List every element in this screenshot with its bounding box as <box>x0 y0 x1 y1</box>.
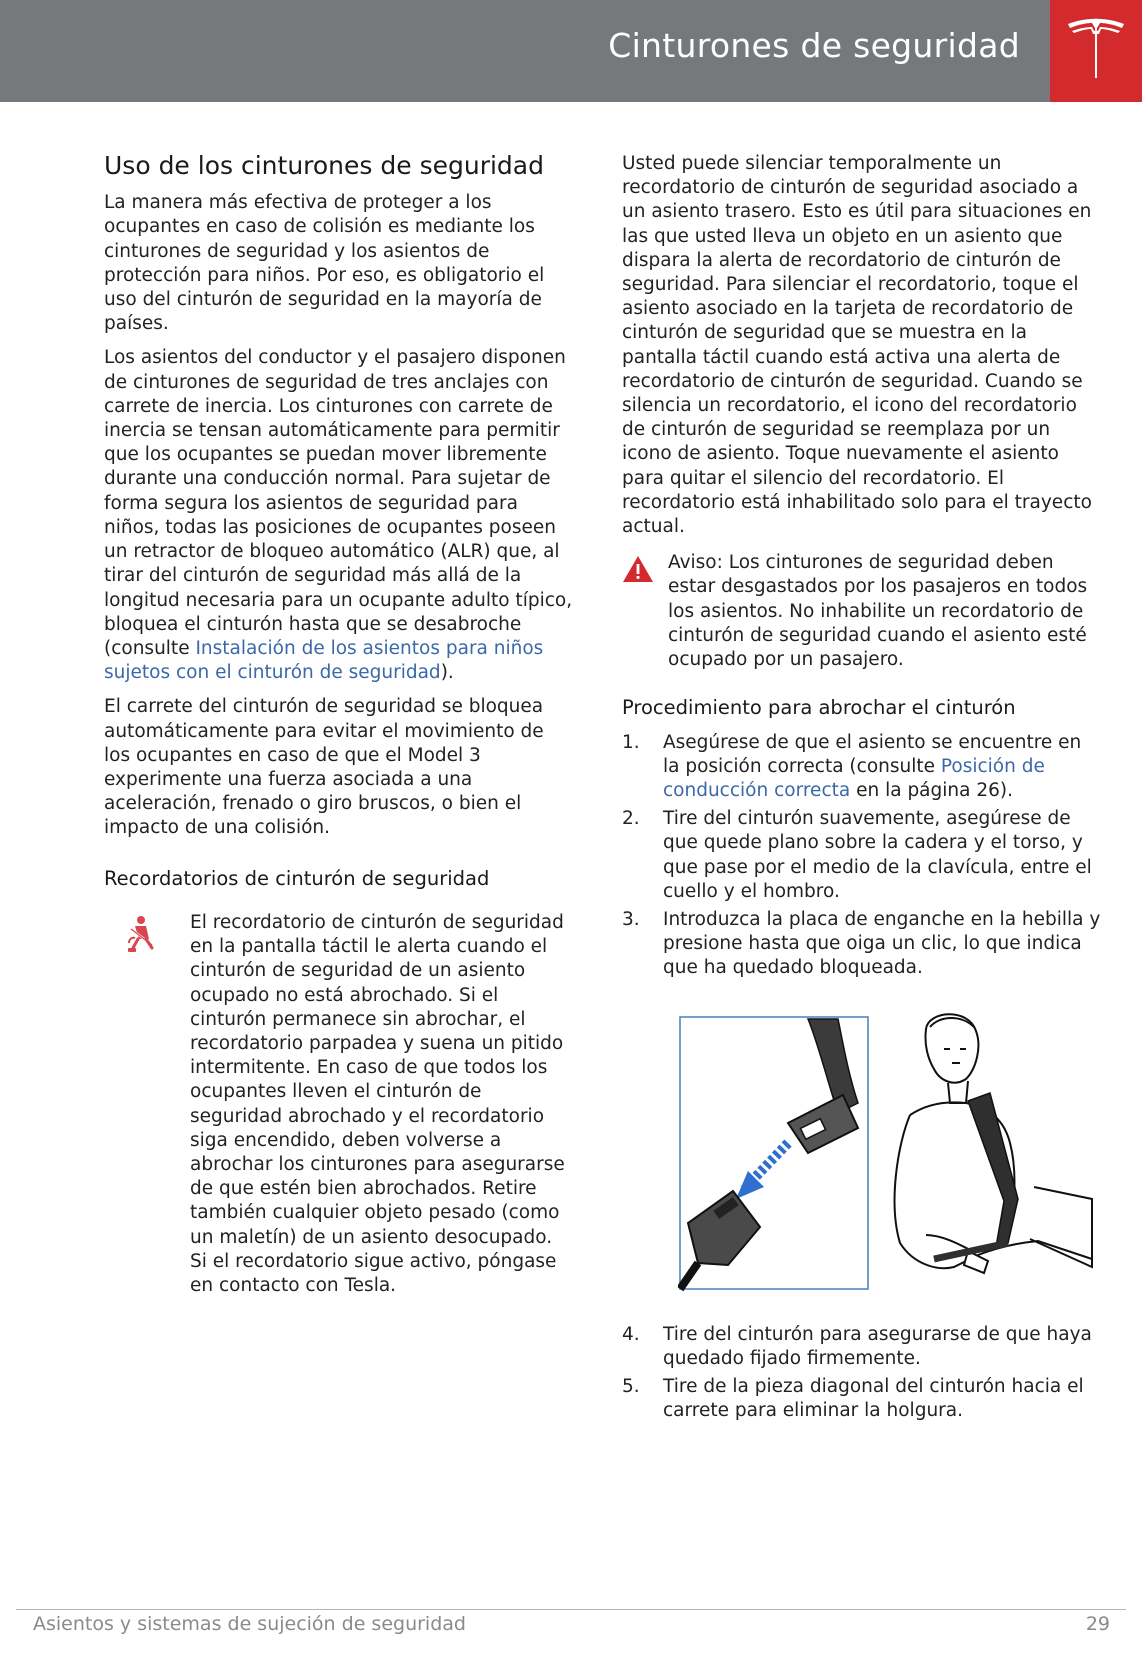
step-2-text: Tire del cinturón suavemente, asegúrese de que quede plano sobre la cadera y el torso, y que pase por el medio de la clavícula, entre el cuello y el hombro. <box>663 808 1092 902</box>
seatbelt-reminder-icon <box>126 915 160 953</box>
step-3-text: Introduzca la placa de enganche en la hebilla y presione hasta que oiga un clic, lo que indica que ha quedado bloqueada. <box>663 909 1101 979</box>
step-4-text: Tire del cinturón para asegurarse de que haya quedado fijado firmemente. <box>663 1323 1092 1369</box>
seatbelt-illustration <box>678 1003 1098 1313</box>
warning-message: Los cinturones de seguridad deben estar desgastados por los pasajeros en todos los asientos. No inhabilite un recordatorio de cinturón de seguridad cuando el asiento esté ocupado por un pasajero. <box>668 552 1088 671</box>
step-2 <box>622 807 1102 904</box>
warning-icon <box>622 555 654 583</box>
reminders-subtitle: Recordatorios de cinturón de seguridad <box>104 866 490 890</box>
paragraph-anchors-text: Los asientos del conductor y el pasajero disponen de cinturones de seguridad de tres anclajes con carrete de inercia. Los cinturones con carrete de inercia se tensan automáticamente para permitir que los ocupantes se puedan mover libremente durante una conducción normal. Para sujetar de forma segura los asientos de seguridad para niños, todas las posiciones de ocupantes poseen un retractor de bloqueo automático (ALR) que, al tirar del cinturón de seguridad más allá de la longitud necesaria para un ocupante adulto típico, bloquea el cinturón hasta que se desabroche (consulte <box>104 347 573 659</box>
seatbelt-figure <box>678 1003 1098 1313</box>
warning-label: Aviso: <box>668 552 723 574</box>
warning-text <box>668 551 1102 672</box>
step-5-text: Tire de la pieza diagonal del cinturón hacia el carrete para eliminar la holgura. <box>663 1376 1084 1422</box>
footer-section-title: Asientos y sistemas de sujeción de seguridad <box>33 1613 466 1635</box>
step-number: 4. <box>622 1323 640 1345</box>
procedure-title: Procedimiento para abrochar el cinturón <box>622 696 1016 720</box>
procedure-steps-continued <box>622 1323 1102 1424</box>
step-number: 1. <box>622 731 640 753</box>
step-1 <box>622 731 1102 804</box>
page-title: Cinturones de seguridad <box>608 26 1020 65</box>
paragraph-anchors-end: ). <box>440 662 454 684</box>
page-number: 29 <box>1085 1613 1110 1635</box>
tesla-logo-icon <box>1066 18 1126 80</box>
right-column <box>622 152 1102 1423</box>
tesla-logo <box>1050 0 1142 102</box>
step-3 <box>622 908 1102 981</box>
header-bar <box>0 0 1050 102</box>
paragraph-protection: La manera más efectiva de proteger a los ocupantes en caso de colisión es mediante los cinturones de seguridad y los asientos de protección para niños. Por eso, es obligatorio el uso del cinturón de seguridad en la mayoría de países. <box>104 192 545 335</box>
paragraph-anchors <box>104 346 574 685</box>
step-1-text: Asegúrese de que el asiento se encuentre en la posición correcta (consulte <box>663 731 1082 777</box>
left-column <box>104 150 574 1298</box>
child-seat-installation-link[interactable]: Instalación de los asientos para niños sujetos con el cinturón de seguridad <box>104 637 544 684</box>
step-4 <box>622 1323 1102 1371</box>
step-number: 2. <box>622 808 640 830</box>
procedure-steps <box>622 731 1102 981</box>
paragraph-silence-reminder: Usted puede silenciar temporalmente un recordatorio de cinturón de seguridad asociado a un asiento trasero. Esto es útil para situaciones en las que usted lleva un objeto en un asiento que dispara la alerta de recordatorio de cinturón de seguridad. Para silenciar el recordatorio, toque el asiento asociado en la tarjeta de recordatorio de cinturón de seguridad que se muestra en la pantalla táctil cuando está activa una alerta de recordatorio de cinturón de seguridad. Cuando se silencia un recordatorio, el icono del recordatorio de cinturón de seguridad se reemplaza por un icono de asiento. Toque nuevamente el asiento para quitar el silencio del recordatorio. El recordatorio está inhabilitado solo para el trayecto actual. <box>622 153 1092 538</box>
step-5 <box>622 1375 1102 1423</box>
person-belt <box>968 1093 1018 1247</box>
driving-position-link[interactable]: Posición de conducción correcta <box>663 755 1045 802</box>
step-number: 3. <box>622 909 640 931</box>
paragraph-retractor: El carrete del cinturón de seguridad se bloquea automáticamente para evitar el movimiento de los ocupantes en caso de que el Model 3 experimente una fuerza asociada a una aceleración, frenado o giro bruscos, o bien el impacto de una colisión. <box>104 696 544 839</box>
reminder-description: El recordatorio de cinturón de seguridad en la pantalla táctil le alerta cuando el cinturón de seguridad de un asiento ocupado no está abrochado. Si el cinturón permanece sin abrochar, el recordatorio parpadea y suena un pitido intermitente. En caso de que todos los ocupantes lleven el cinturón de seguridad abrochado y el recordatorio siga encendido, deben volverse a abrochar los cinturones para asegurarse de que estén bien abrochados. Retire también cualquier objeto pesado (como un maletín) de un asiento desocupado. Si el recordatorio sigue activo, póngase en contacto con Tesla. <box>190 911 565 1296</box>
footer-divider <box>16 1609 1126 1610</box>
reminder-block <box>104 911 574 1298</box>
warning-block <box>622 551 1102 672</box>
section-title: Uso de los cinturones de seguridad <box>104 151 544 180</box>
step-1-page-ref: en la página 26). <box>850 780 1013 802</box>
step-number: 5. <box>622 1376 640 1398</box>
